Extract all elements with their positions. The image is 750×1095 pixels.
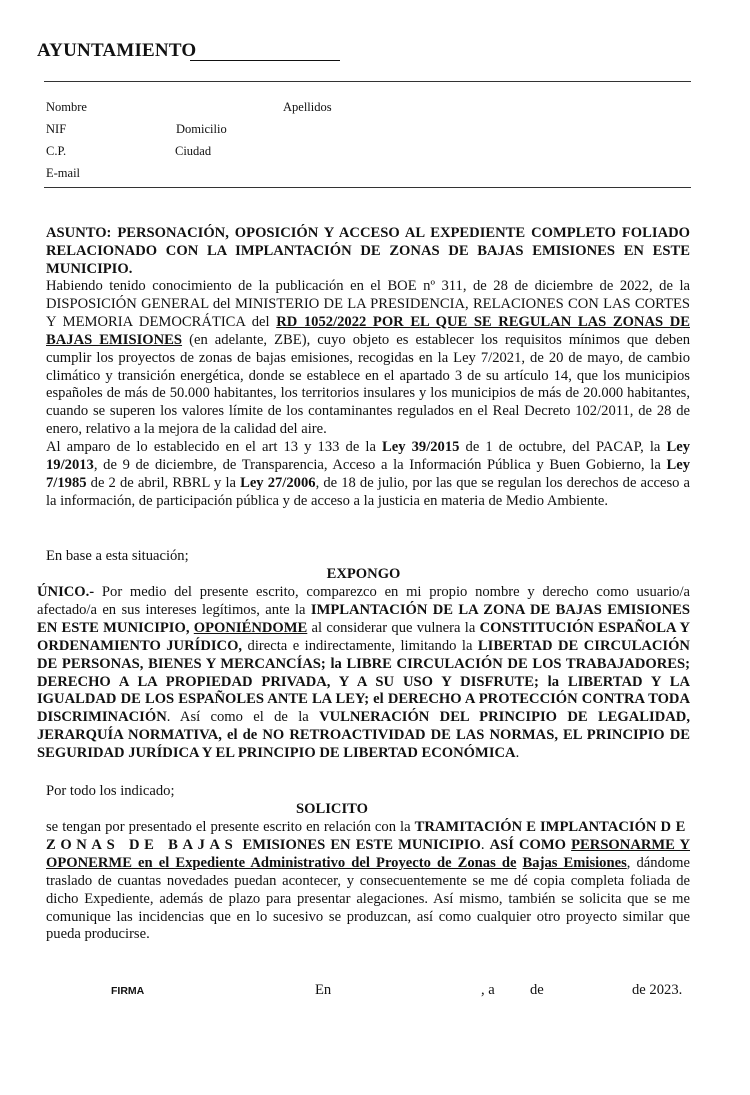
nif-label: NIF (46, 122, 67, 136)
bajas-emisiones: Bajas Emisiones (522, 854, 627, 871)
expongo-text: directa e indirectamente, limitando la (242, 637, 478, 654)
solicito-text: . (480, 836, 490, 853)
ciudad-label: Ciudad (175, 144, 212, 158)
law-reference: Ley 27/2006 (240, 474, 316, 491)
footer-a: , a (481, 982, 495, 998)
header-bottom-divider (44, 187, 691, 188)
expongo-paragraph (37, 584, 690, 763)
intro-text: (en adelante, ZBE), cuyo objeto es establecer los requisitos mínimos que deben cumplir los proyectos de zonas de bajas emisiones, recogidas en la Ley 7/2021, de 20 de mayo, de cambio climático y transición energética, donde se establece en el apartado 3 de su artículo 14, que los municipios españoles de más de 50.000 habitantes, los territorios insulares y los municipios de más de 20.000 habitantes, cuando se superen los valores límite de los contaminantes regulados en el Real Decreto 102/2011, de 28 de enero, relativo a la mejora de la calidad del aire. (46, 331, 690, 438)
intro-text: , de 18 de julio, por las que se regulan los derechos de acceso a la información, de participación pública y de acceso a la justicia en materia de Medio Ambiente. (46, 474, 691, 509)
solicito-heading: SOLICITO (296, 801, 368, 817)
law-reference: Ley 19/2013 (46, 439, 690, 474)
asunto: ASUNTO: PERSONACIÓN, OPOSICIÓN Y ACCESO AL EXPEDIENTE COMPLETO FOLIADO RELACIONADO CON LA IMPLANTACIÓN DE ZONAS DE BAJAS EMISIONES EN ESTE MUNICIPIO. (46, 225, 690, 277)
footer-year: de 2023. (632, 982, 683, 998)
expongo-heading: EXPONGO (326, 566, 401, 582)
expongo-text: Por medio del presente escrito, comparezco en mi propio nombre y derecho como usuario/a afectado/a en sus intereses legítimos, ante la (37, 584, 690, 618)
situacion-text: En base a esta situación; (46, 548, 189, 564)
expongo-bold: LIBERTAD DE CIRCULACIÓN DE PERSONAS, BIENES Y MERCANCÍAS; la LIBRE CIRCULACIÓN DE LOS TRABAJADORES; DERECHO A LA PROPIEDAD PRIVADA, Y A SU USO Y DISFRUTE; la LIBERTAD Y LA IGUALDAD DE LOS ESPAÑOLES ANTE LA LEY; el DERECHO A PROTECCIÓN CONTRA TODA DISCRIMINACIÓN (37, 637, 690, 726)
expongo-bold: CONSTITUCIÓN ESPAÑOLA Y ORDENAMIENTO JURÍDICO, (37, 619, 691, 654)
intro-text: Al amparo de lo establecido en el art 13 y 133 de la (46, 439, 383, 456)
cp-label: C.P. (46, 144, 67, 158)
expongo-bold: VULNERACIÓN DEL PRINCIPIO DE LEGALIDAD, JERARQUÍA NORMATIVA, el de NO RETROACTIVIDAD DE LAS NORMAS, EL PRINCIPIO DE SEGURIDAD JURÍDICA Y EL PRINCIPIO DE LIBERTAD ECONÓMICA (37, 709, 690, 762)
solicito-paragraph (46, 819, 690, 944)
personarme-oponerme: PERSONARME Y OPONERME en el Expediente Administrativo del Proyecto de Zonas de (46, 836, 691, 871)
page-title: AYUNTAMIENTO (37, 40, 197, 61)
solicito-text: , dándome traslado de cuantas novedades puedan acontecer, y consecuentemente se me dé copia completa foliada de dicho Expediente, además de plazo para presentar alegaciones. Así mismo, también se solicita que se me comunique las incidencias que en lo sucesivo se produzcan, así como cualquier otro proyecto similar que pueda producirse. (46, 854, 690, 943)
firma-label: FIRMA (111, 985, 145, 997)
intro-text: de 1 de octubre, del PACAP, la (459, 439, 667, 456)
solicito-bold: TRAMITACIÓN E IMPLANTACIÓN (414, 819, 657, 835)
law-reference: Ley 39/2015 (382, 439, 460, 456)
unico-label: ÚNICO.- (37, 584, 95, 600)
intro-paragraph (46, 278, 690, 511)
solicito-bold: ASÍ COMO (489, 836, 572, 853)
intro-text: Habiendo tenido conocimiento de la publicación en el BOE nº 311, de 28 de diciembre de 2022, de la DISPOSICIÓN GENERAL del MINISTERIO DE LA PRESIDENCIA, RELACIONES CON LAS CORTES Y MEMORIA DEMOCRÁTICA del (46, 278, 690, 330)
indicado-text: Por todo los indicado; (46, 783, 175, 799)
intro-text: , de 9 de diciembre, de Transparencia, Acceso a la Información Pública y Buen Gobierno, la (93, 457, 667, 474)
solicito-bold: EMISIONES EN ESTE MUNICIPIO (237, 836, 481, 853)
footer-de: de (530, 982, 544, 998)
expongo-text: . (515, 745, 520, 762)
apellidos-label: Apellidos (283, 100, 332, 114)
solicito-bold-spaced: DE ZONAS DE BAJAS (46, 819, 691, 853)
intro-text: de 2 de abril, RBRL y la (86, 474, 241, 491)
title-blank-line (190, 60, 340, 61)
footer-en: En (315, 982, 332, 998)
solicito-text: se tengan por presentado el presente escrito en relación con la (46, 819, 415, 835)
rd-reference: RD 1052/2022 POR EL QUE SE REGULAN LAS ZONAS DE BAJAS EMISIONES (46, 313, 690, 348)
oponiendome: OPONIÉNDOME (193, 619, 308, 636)
header-top-divider (44, 81, 691, 82)
expongo-bold: IMPLANTACIÓN DE LA ZONA DE BAJAS EMISIONES EN ESTE MUNICIPIO, (37, 601, 690, 636)
expongo-text: . Así como el de la (166, 709, 320, 726)
law-reference: Ley 7/1985 (46, 457, 690, 491)
expongo-text: al considerar que vulnera la (307, 619, 480, 636)
nombre-label: Nombre (46, 100, 87, 114)
email-label: E-mail (46, 166, 81, 180)
domicilio-label: Domicilio (176, 122, 227, 136)
